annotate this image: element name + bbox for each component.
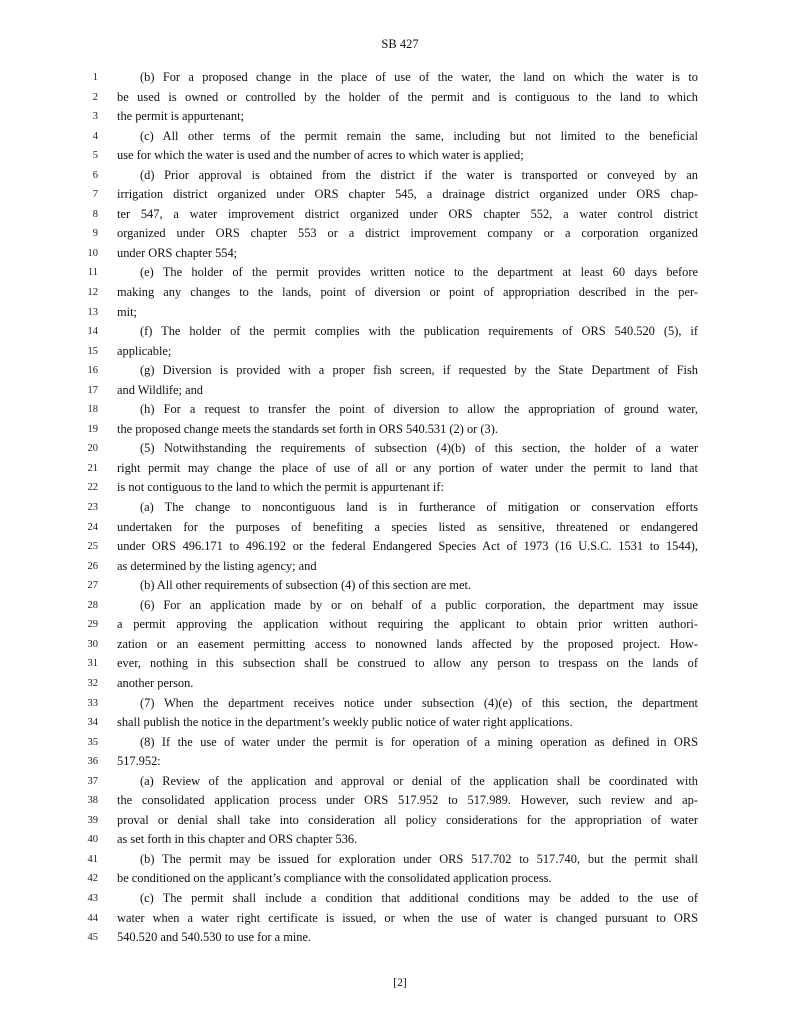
line-text: ever, nothing in this subsection shall be construed to allow any person to trespass on the lands of [117,656,698,671]
line-number: 26 [87,560,98,572]
line-text: (e) The holder of the permit provides written notice to the department at least 60 days before [140,265,698,280]
line-text: and Wildlife; and [117,382,203,397]
text-line [0,263,800,283]
line-text: as set forth in this chapter and ORS chapter 536. [117,832,358,847]
line-number: 13 [87,306,98,318]
text-line [0,224,800,244]
text-line [0,850,800,870]
line-text: (d) Prior approval is obtained from the district if the water is transported or conveyed by an [140,167,698,182]
line-text: the consolidated application process under ORS 517.952 to 517.989. However, such review and ap- [117,793,698,808]
line-text: a permit approving the application without requiring the applicant to obtain prior written authori- [117,617,698,632]
line-text: is not contiguous to the land to which the permit is appurtenant if: [117,480,444,495]
line-text: the permit is appurtenant; [117,109,244,124]
bill-number-header: SB 427 [381,37,419,51]
line-number: 11 [87,267,98,279]
line-number: 40 [87,834,98,846]
line-text: be used is owned or controlled by the holder of the permit and is contiguous to the land to which [117,89,698,104]
line-text: 540.520 and 540.530 to use for a mine. [117,930,312,945]
page-number-footer: [2] [393,977,407,989]
line-text: applicable; [117,343,172,358]
line-number: 15 [87,345,98,357]
text-line [0,459,800,479]
text-line [0,439,800,459]
line-text: (6) For an application made by or on behalf of a public corporation, the department may issue [140,597,698,612]
text-line [0,88,800,108]
line-number: 6 [92,169,98,181]
text-line [0,537,800,557]
line-text: undertaken for the purposes of benefiting a species listed as sensitive, threatened or endangered [117,519,698,534]
line-number: 22 [87,482,98,494]
line-number: 24 [87,521,98,533]
text-line [0,303,800,323]
line-text: irrigation district organized under ORS chapter 545, a drainage district organized under ORS chap- [117,187,698,202]
line-number: 19 [87,423,98,435]
line-number: 17 [87,384,98,396]
line-number: 14 [87,326,98,338]
line-number: 41 [87,853,98,865]
line-text: (b) All other requirements of subsection (4) of this section are met. [140,578,472,593]
line-text: (8) If the use of water under the permit is for operation of a mining operation as defined in ORS [140,734,698,749]
line-number: 36 [87,756,98,768]
line-number: 35 [87,736,98,748]
text-line [0,342,800,362]
text-line [0,127,800,147]
line-text: under ORS chapter 554; [117,245,238,260]
line-number: 25 [87,541,98,553]
line-number: 28 [87,599,98,611]
line-text: (7) When the department receives notice under subsection (4)(e) of this section, the department [140,695,698,710]
text-line [0,889,800,909]
line-number: 37 [87,775,98,787]
text-line [0,361,800,381]
line-text: use for which the water is used and the number of acres to which water is applied; [117,148,524,163]
text-line [0,674,800,694]
line-number: 10 [87,247,98,259]
text-line [0,713,800,733]
text-line [0,478,800,498]
line-number: 21 [87,462,98,474]
text-line [0,635,800,655]
text-line [0,557,800,577]
line-number: 39 [87,814,98,826]
line-text: water when a water right certificate is issued, or when the use of water is changed pursuant to ORS [117,910,698,925]
line-number: 12 [87,287,98,299]
text-line [0,107,800,127]
text-line [0,791,800,811]
text-line [0,869,800,889]
line-text: (b) For a proposed change in the place of use of the water, the land on which the water is to [140,70,698,84]
line-number: 32 [87,677,98,689]
line-number: 23 [87,502,98,514]
line-number: 27 [87,580,98,592]
line-number: 8 [92,208,98,220]
line-number: 18 [87,404,98,416]
line-text: be conditioned on the applicant’s compliance with the consolidated application process. [117,871,552,886]
line-number: 44 [87,912,98,924]
line-text: another person. [117,675,194,690]
line-text: as determined by the listing agency; and [117,558,317,573]
line-number: 34 [87,717,98,729]
line-number: 3 [92,111,98,123]
text-line [0,322,800,342]
line-text: shall publish the notice in the department’s weekly public notice of water right applications. [117,715,573,730]
bill-text-body [0,68,800,948]
text-line [0,811,800,831]
line-number: 9 [92,228,98,240]
line-number: 45 [87,932,98,944]
line-text: making any changes to the lands, point of diversion or point of appropriation described in the per- [117,285,698,300]
line-text: (h) For a request to transfer the point of diversion to allow the appropriation of ground water, [140,402,698,417]
line-text: under ORS 496.171 to 496.192 or the federal Endangered Species Act of 1973 (16 U.S.C. 1531 to 1544), [117,539,698,554]
line-text: zation or an easement permitting access to nonowned lands affected by the proposed project. How- [117,636,698,651]
line-text: (b) The permit may be issued for exploration under ORS 517.702 to 517.740, but the permit shall [140,851,698,866]
line-number: 4 [92,130,98,142]
line-text: proval or denial shall take into consideration all policy considerations for the appropriation of water [117,812,698,827]
line-text: the proposed change meets the standards set forth in ORS 540.531 (2) or (3). [117,421,498,436]
text-line [0,928,800,948]
line-number: 30 [87,638,98,650]
line-text: (c) The permit shall include a condition that additional conditions may be added to the use of [140,890,698,905]
line-number: 29 [87,619,98,631]
text-line [0,244,800,264]
line-text: (c) All other terms of the permit remain the same, including but not limited to the beneficial [140,128,698,143]
line-text: (g) Diversion is provided with a proper fish screen, if requested by the State Department of Fish [140,363,698,378]
line-text: mit; [117,304,137,319]
line-text: ter 547, a water improvement district organized under ORS chapter 552, a water control district [117,206,698,221]
line-text: (a) Review of the application and approval or denial of the application shall be coordinated with [140,773,698,788]
line-text: (5) Notwithstanding the requirements of subsection (4)(b) of this section, the holder of a water [140,441,698,456]
line-number: 7 [92,189,98,201]
text-line [0,283,800,303]
line-number: 1 [92,72,98,83]
text-line [0,733,800,753]
text-line [0,654,800,674]
line-text: 517.952: [117,754,161,769]
text-line [0,909,800,929]
text-line [0,752,800,772]
text-line [0,772,800,792]
text-line [0,381,800,401]
line-text: organized under ORS chapter 553 or a district improvement company or a corporation organized [117,226,698,241]
line-number: 31 [87,658,98,670]
text-line [0,596,800,616]
line-number: 5 [92,150,98,162]
line-number: 43 [87,892,98,904]
text-line [0,830,800,850]
text-line [0,498,800,518]
line-number: 16 [87,365,98,377]
line-number: 38 [87,795,98,807]
line-text: (a) The change to noncontiguous land is in furtherance of mitigation or conservation efforts [140,500,698,515]
text-line [0,576,800,596]
line-number: 42 [87,873,98,885]
line-number: 2 [92,91,98,103]
text-line [0,166,800,186]
text-line [0,146,800,166]
line-number: 20 [87,443,98,455]
text-line [0,694,800,714]
line-text: right permit may change the place of use of all or any portion of water under the permit to land that [117,460,698,475]
text-line [0,185,800,205]
text-line [0,518,800,538]
line-text: (f) The holder of the permit complies with the publication requirements of ORS 540.520 (5), if [140,324,698,339]
line-number: 33 [87,697,98,709]
text-line [0,615,800,635]
text-line [0,205,800,225]
text-line [0,420,800,440]
text-line [0,400,800,420]
text-line [0,68,800,88]
